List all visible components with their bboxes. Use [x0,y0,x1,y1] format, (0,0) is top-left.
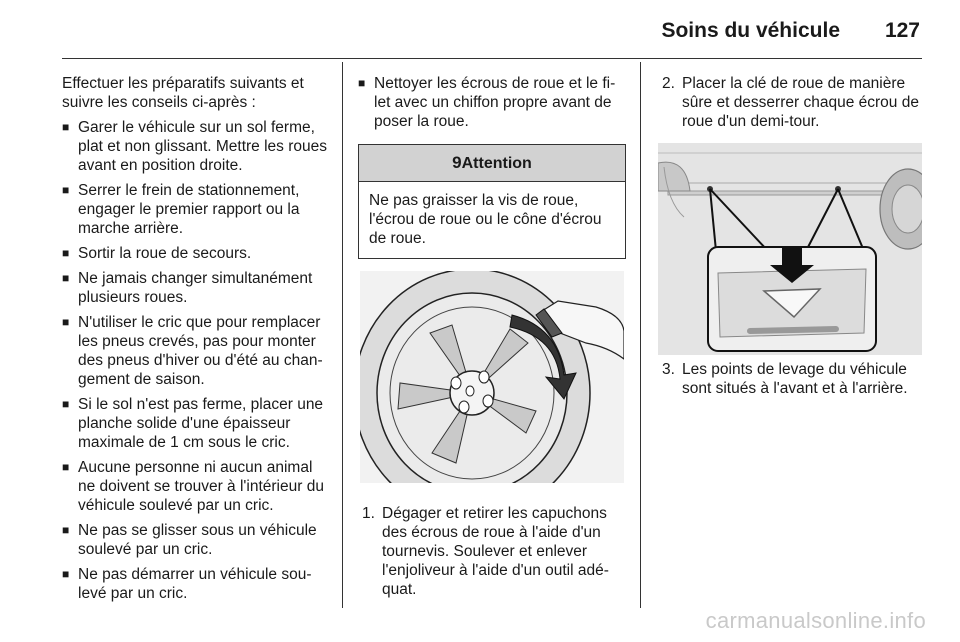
step-text: Les points de levage du véhicule sont situés à l'avant et à l'arrière. [682,361,908,397]
intro-paragraph: Effectuer les préparatifs suivants et suivre les conseils ci-après : [62,75,304,111]
step-list [658,360,924,398]
list-item: ■ Si le sol n'est pas ferme, placer une planche solide d'une épaisseur maximale de 1 cm sous le cric. [62,395,330,452]
watermark: carmanualsonline.info [705,608,926,633]
section-title: Soins du véhicule [661,19,840,42]
step-number: 2. [662,75,675,92]
step-3 [658,360,924,398]
attention-header [359,145,625,182]
step-list [358,504,626,599]
list-item: ■ Serrer le frein de stationnement, engager le premier rapport ou la marche arrière. [62,181,330,238]
cleaning-list [358,74,626,131]
attention-text: Ne pas graisser la vis de roue, l'écrou de roue ou le cône d'écrou de roue. [369,192,602,247]
step-2 [658,74,924,131]
list-item: ■ Garer le véhicule sur un sol ferme, plat et non glissant. Mettre les roues avant en position droite. [62,118,330,175]
list-item: ■ Ne jamais changer simultanément plusieurs roues. [62,269,330,307]
list-item: ■ Ne pas démarrer un véhicule sou-levé par un cric. [62,565,330,603]
list-item: ■ N'utiliser le cric que pour remplacer les pneus crevés, pas pour monter des pneus d'hiver ou d'été au chan-gement de saison. [62,313,330,389]
list-item: ■ Aucune personne ni aucun animal ne doivent se trouver à l'intérieur du véhicule soulevé par un cric. [62,458,330,515]
lifting-point-illustration [658,143,922,355]
preparation-list [62,118,330,603]
step-number: 3. [662,361,675,378]
warning-icon: 9 [452,153,462,172]
list-item: ■ Sortir la roue de secours. [62,244,330,263]
step-text: Dégager et retirer les capuchons des écrous de roue à l'aide d'un tournevis. Soulever et enlever l'enjoliveur à l'aide d'un outil adé-quat. [382,505,609,598]
column-3 [658,74,924,398]
wheel-cover-removal-illustration [360,271,624,483]
attention-box [358,144,626,259]
column-2 [358,74,626,599]
page-number: 127 [884,19,920,42]
step-list [658,74,924,131]
column-divider [342,62,343,608]
attention-title: Attention [461,155,532,172]
column-divider [640,62,641,608]
page-header [62,0,922,59]
list-item: ■ Nettoyer les écrous de roue et le fi-let avec un chiffon propre avant de poser la roue. [358,74,626,131]
step-number: 1. [362,505,375,522]
step-text: Placer la clé de roue de manière sûre et desserrer chaque écrou de roue d'un demi-tour. [682,75,919,130]
step-1 [358,504,626,599]
column-1 [62,74,330,603]
list-item: ■ Ne pas se glisser sous un véhicule soulevé par un cric. [62,521,330,559]
